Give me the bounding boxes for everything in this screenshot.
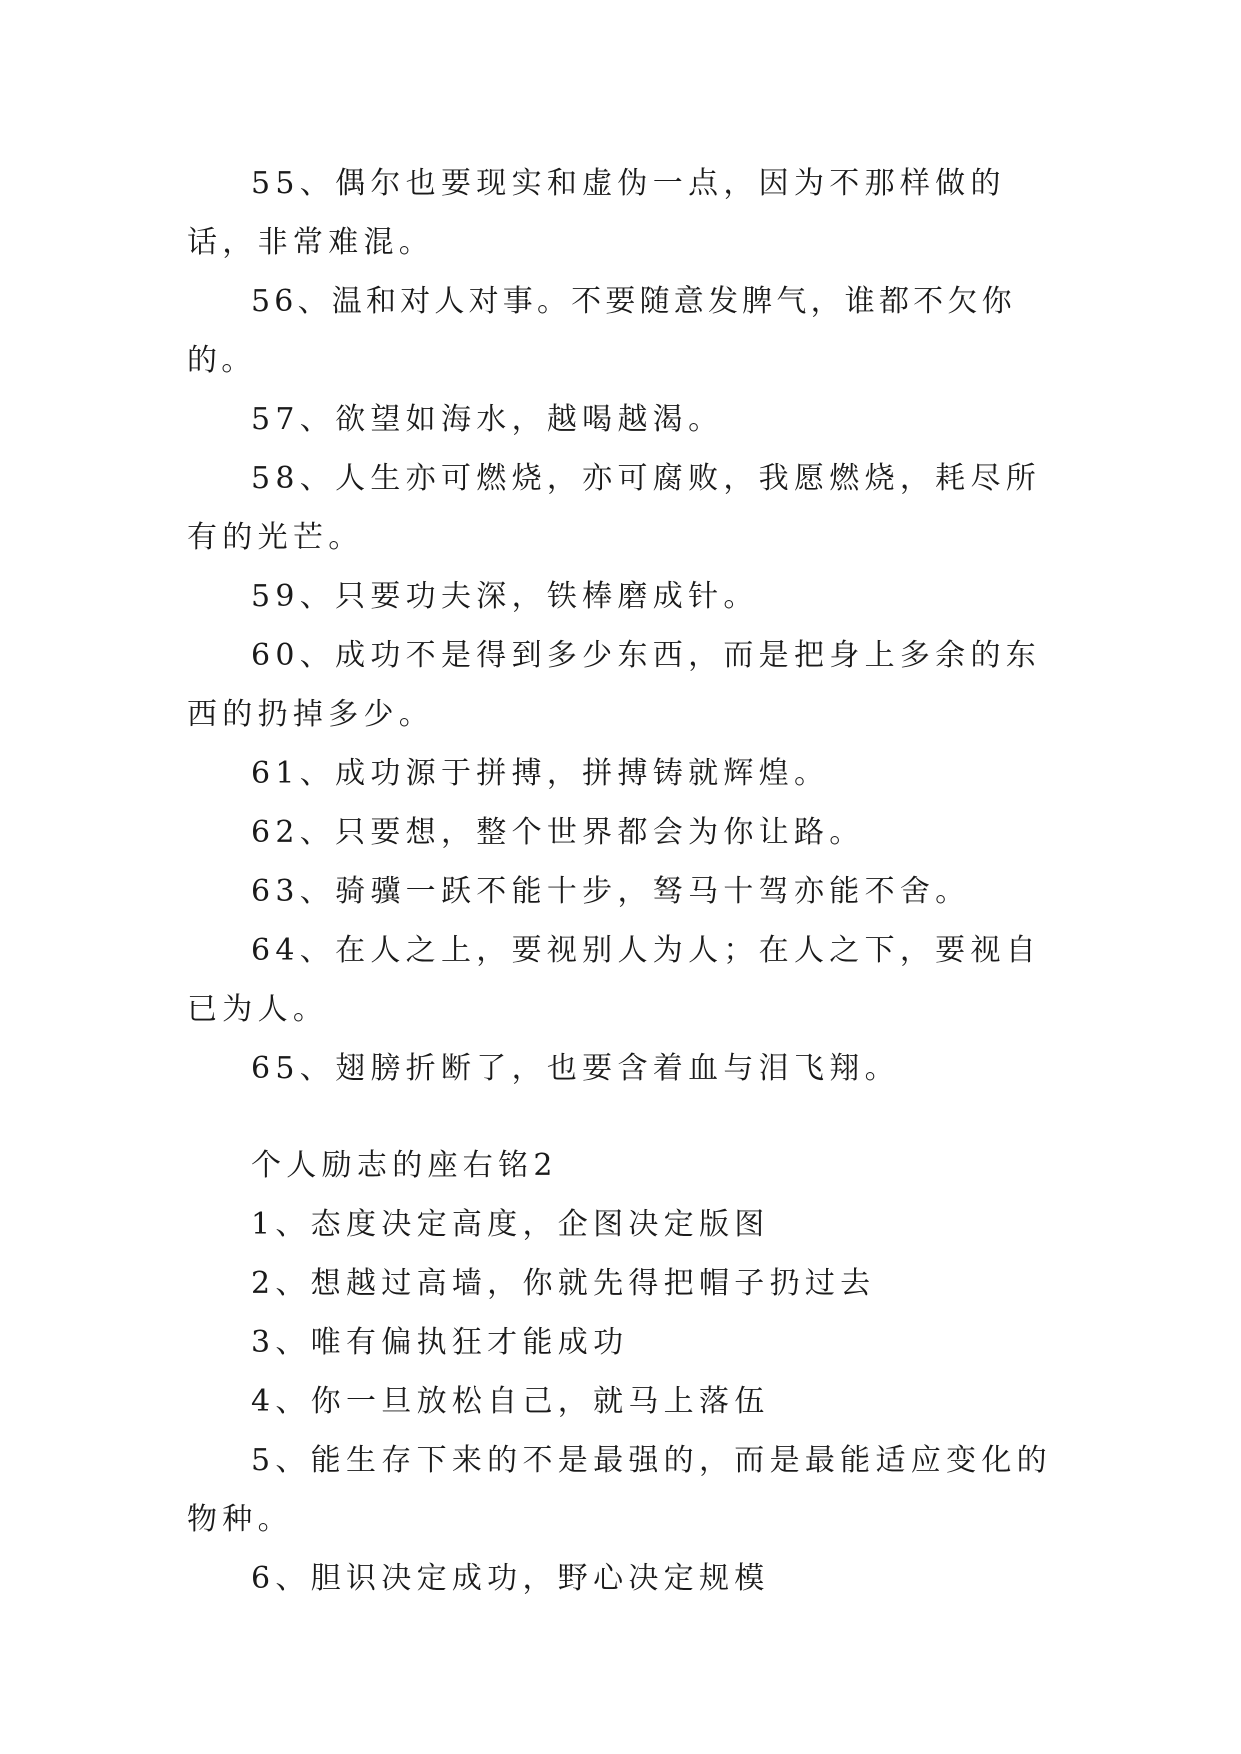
section-heading: 个人励志的座右铭2 <box>251 1148 558 1183</box>
paragraph-63: 63、骑骥一跃不能十步，驽马十驾亦能不舍。 <box>251 874 971 909</box>
paragraph-65: 65、翅膀折断了，也要含着血与泪飞翔。 <box>251 1051 900 1086</box>
paragraph-55: 55、偶尔也要现实和虚伪一点，因为不那样做的话，非常难混。 <box>187 166 1006 260</box>
paragraph-62: 62、只要想，整个世界都会为你让路。 <box>251 815 865 850</box>
paragraph-4: 4、你一旦放松自己，就马上落伍 <box>251 1384 770 1419</box>
paragraph-64: 64、在人之上，要视别人为人；在人之下，要视自已为人。 <box>187 933 1042 1027</box>
paragraph-60: 60、成功不是得到多少东西，而是把身上多余的东西的扔掉多少。 <box>187 638 1042 732</box>
paragraph-57: 57、欲望如海水，越喝越渴。 <box>251 402 724 437</box>
paragraph-1: 1、态度决定高度，企图决定版图 <box>251 1207 770 1242</box>
paragraph-58: 58、人生亦可燃烧，亦可腐败，我愿燃烧，耗尽所有的光芒。 <box>187 461 1042 555</box>
paragraph-2: 2、想越过高墙，你就先得把帽子扔过去 <box>251 1266 876 1301</box>
paragraph-5: 5、能生存下来的不是最强的，而是最能适应变化的物种。 <box>187 1443 1052 1537</box>
section-gap <box>187 1098 1057 1136</box>
paragraph-59: 59、只要功夫深，铁棒磨成针。 <box>251 579 759 614</box>
document-body <box>187 154 1057 1608</box>
paragraph-56: 56、温和对人对事。不要随意发脾气，谁都不欠你的。 <box>187 284 1016 378</box>
paragraph-6: 6、胆识决定成功，野心决定规模 <box>251 1561 770 1596</box>
paragraph-3: 3、唯有偏执狂才能成功 <box>251 1325 629 1360</box>
paragraph-61: 61、成功源于拼搏，拼搏铸就辉煌。 <box>251 756 830 791</box>
